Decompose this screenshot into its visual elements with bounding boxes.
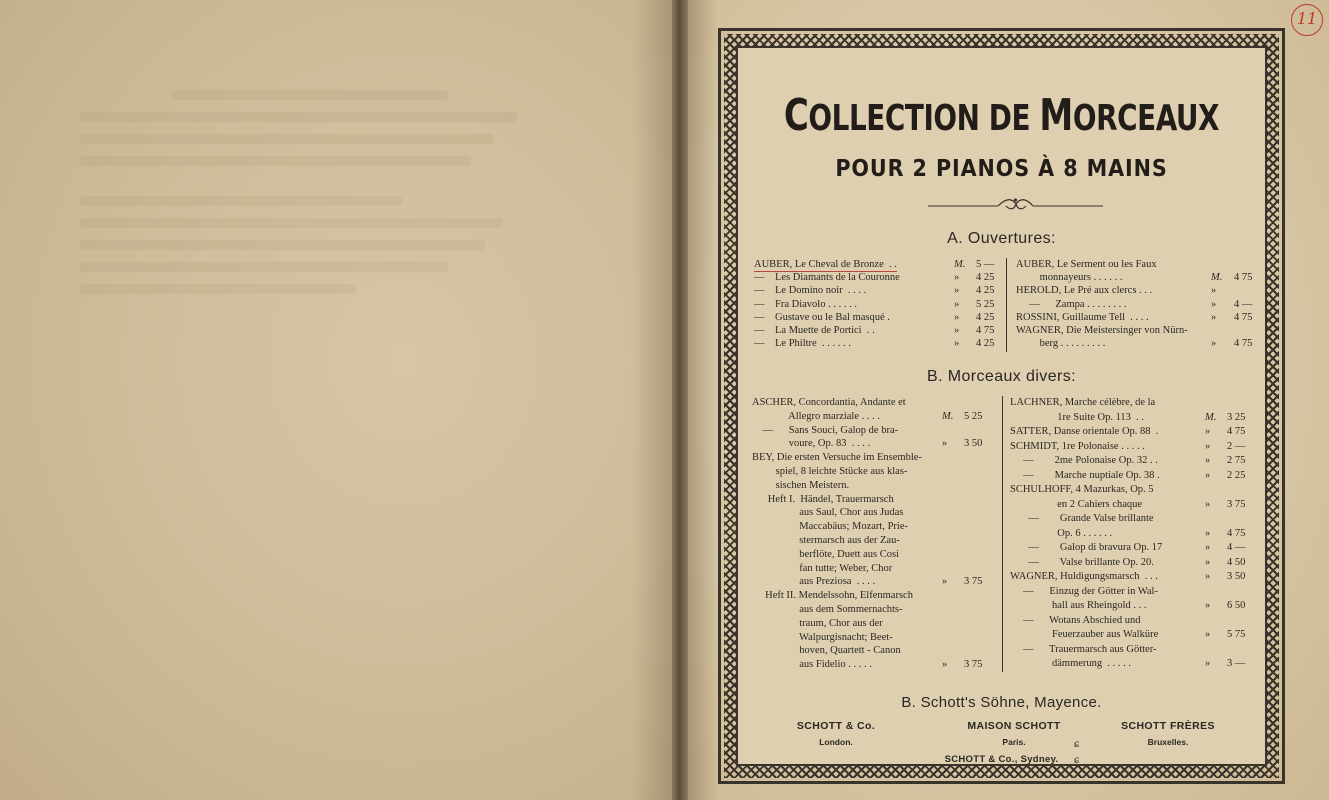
entry-title: sischen Meistern. [752,479,850,491]
entry-price: 4 — [1234,298,1253,310]
catalogue-entry [754,298,999,311]
title-page-frame [718,28,1285,784]
entry-unit: » [1205,426,1211,437]
entry-title: monnayeurs . . . . . . [1016,272,1123,284]
catalogue-entry [1010,425,1260,440]
entry-title: — Grande Valse brillante [1010,513,1154,524]
entry-price: 5 75 [1227,629,1246,640]
entry-price: 3 75 [1227,498,1246,510]
entry-title: SCHULHOFF, 4 Mazurkas, Op. 5 [1010,484,1154,495]
catalogue-entry [1010,411,1260,426]
catalogue-entry [754,271,999,284]
catalogue-entry [1016,284,1261,297]
entry-title: LACHNER, Marche célèbre, de la [1010,397,1156,408]
entry-title: traum, Chor aus der [752,617,883,629]
bleed-through-text [80,90,540,306]
entry-price: 4 75 [1234,338,1253,350]
book-gutter [672,0,688,800]
entry-unit: » [954,338,960,350]
house-paris: MAISON SCHOTT Paris. [967,720,1061,747]
entry-price: 6 50 [1227,600,1246,611]
entry-title: AUBER, Le Cheval de Bronze . . [754,258,897,272]
entry-title: aus dem Sommernachts- [752,603,903,615]
entry-price: 3 75 [964,659,983,671]
catalogue-entry [1010,512,1260,527]
entry-title: Walpurgisnacht; Beet- [752,631,893,643]
entry-title: 1re Suite Op. 113 . . [1010,411,1145,423]
catalogue-entry [1010,628,1260,643]
catalogue-entry [1010,498,1260,513]
catalogue-entry [1010,541,1260,556]
catalogue-entry [752,465,1000,479]
entry-title: — Trauermarsch aus Götter- [1010,643,1157,655]
catalogue-entry [1016,324,1261,337]
entry-unit: » [1205,556,1211,568]
catalogue-entry [752,410,1000,424]
catalogue-entry [754,311,999,324]
entry-unit: » [954,285,960,297]
entry-title: Maccabäus; Mozart, Prie- [752,521,908,533]
flourish-ornament-icon [928,194,1103,214]
entry-title: Allegro marziale . . . . [752,410,881,422]
entry-title: ASCHER, Concordantia, Andante et [752,397,906,408]
catalogue-entry [752,493,1000,507]
entry-price: 5 25 [964,410,983,422]
catalogue-entry [752,520,1000,534]
entry-price: 5 — [976,259,995,270]
divers-heading: B. Morceaux divers: [927,368,1076,385]
entry-price: 4 75 [1227,426,1246,437]
entry-price: 4 25 [976,285,995,297]
catalogue-entry [1010,585,1260,600]
entry-price: 2 — [1227,440,1246,452]
page-number: 11 [1291,4,1323,36]
entry-price: 4 25 [976,272,995,284]
entry-price: 4 25 [976,338,995,350]
entry-title: hoven, Quartett - Canon [752,645,901,657]
entry-price: 4 — [1227,542,1246,553]
catalogue-entry [1010,454,1260,469]
entry-title: SCHMIDT, 1re Polonaise . . . . . [1010,440,1145,452]
collection-title: COLLECTION DE MORCEAUX [783,90,1220,141]
entry-title: Heft II. Mendelssohn, Elfenmarsch [752,590,913,602]
entry-unit: » [942,576,948,588]
entry-title: — 2me Polonaise Op. 32 . . [1010,455,1158,466]
entry-price: 3 75 [964,576,983,588]
catalogue-entry [752,617,1000,631]
catalogue-entry [1016,258,1261,271]
entry-title: fan tutte; Weber, Chor [752,562,893,574]
entry-unit: M. [954,259,966,270]
entry-title: WAGNER, Huldigungsmarsch . . . [1010,571,1158,582]
entry-title: dämmerung . . . . . [1010,658,1132,669]
divers-left-column [752,396,1000,672]
entry-title: berg . . . . . . . . . [1016,338,1106,350]
entry-unit: » [954,324,960,336]
catalogue-entry [1010,556,1260,571]
entry-unit: » [1205,498,1211,510]
entry-unit: » [1205,542,1211,553]
catalogue-entry [752,506,1000,520]
entry-price: 3 — [1227,658,1246,669]
catalogue-entry [1010,469,1260,484]
entry-title: hall aus Rheingold . . . [1010,600,1147,611]
catalogue-entry [1010,440,1260,455]
entry-title: — Sans Souci, Galop de bra- [752,424,899,436]
entry-title: — Marche nuptiale Op. 38 . [1010,469,1160,481]
catalogue-entry [752,589,1000,603]
entry-title: — Les Diamants de la Couronne [754,272,900,284]
entry-price: 2 25 [1227,469,1246,481]
catalogue-entry [754,324,999,337]
entry-unit: M. [1205,411,1217,423]
entry-price: 4 75 [1234,311,1253,323]
entry-price: 4 75 [1234,272,1253,284]
publisher-name: B. Schott's Söhne, Mayence. [901,694,1102,711]
catalogue-entry [1010,657,1260,672]
entry-unit: » [954,272,960,284]
entry-title: — Le Philtre . . . . . . [754,338,851,350]
entry-unit: » [1205,600,1211,611]
entry-unit: » [1211,338,1217,350]
ouvertures-divider [1006,258,1007,352]
entry-title: — Gustave ou le Bal masqué . [754,311,890,323]
entry-price: 3 50 [964,438,983,450]
entry-unit: » [1205,440,1211,452]
entry-title: Op. 6 . . . . . . [1010,527,1113,539]
entry-title: Feuerzauber aus Walküre [1010,629,1159,640]
entry-title: — Einzug der Götter in Wal- [1010,585,1158,597]
entry-price: 5 25 [976,298,995,310]
catalogue-entry [1016,337,1261,350]
entry-unit: » [954,298,960,310]
title-page-content [736,46,1267,766]
catalogue-entry [752,451,1000,465]
entry-title: WAGNER, Die Meistersinger von Nürn- [1016,324,1188,336]
catalogue-entry [1010,643,1260,658]
entry-title: — Valse brillante Op. 20. [1010,556,1154,568]
catalogue-entry [1010,599,1260,614]
catalogue-entry [1010,483,1260,498]
entry-unit: » [942,438,948,450]
entry-title: aus Fidelio . . . . . [752,659,872,671]
entry-unit: » [1211,285,1217,297]
divers-right-column [1010,396,1260,672]
catalogue-entry [752,479,1000,493]
collection-subtitle: POUR 2 PIANOS À 8 MAINS [835,156,1168,182]
entry-unit: » [954,311,960,323]
curl-mark-icon: ɕ [1074,752,1080,766]
entry-unit: » [1211,311,1217,323]
entry-title: Heft I. Händel, Trauermarsch [752,493,894,505]
entry-unit: » [1205,469,1211,481]
catalogue-entry [752,631,1000,645]
catalogue-entry [1010,570,1260,585]
entry-unit: M. [942,410,954,422]
house-london: SCHOTT & Co. London. [796,720,876,747]
ouvertures-left-column [754,258,999,350]
catalogue-entry [1016,311,1261,324]
ouvertures-heading: A. Ouvertures: [947,230,1056,247]
catalogue-entry [752,396,1000,410]
catalogue-entry [752,534,1000,548]
divers-divider [1002,396,1003,672]
entry-unit: » [1205,455,1211,466]
entry-unit: » [1211,298,1217,310]
entry-unit: » [942,659,948,671]
house-bruxelles: SCHOTT FRÈRES Bruxelles. [1121,720,1215,747]
entry-title: — Zampa . . . . . . . . [1016,298,1127,310]
entry-title: voure, Op. 83 . . . . [752,438,871,450]
curl-mark-icon: ɕ [1074,736,1080,750]
catalogue-entry [752,658,1000,672]
entry-price: 3 25 [1227,411,1246,423]
catalogue-entry [754,284,999,297]
catalogue-entry [752,603,1000,617]
entry-unit: » [1205,658,1211,669]
entry-title: — Le Domino noir . . . . [754,285,867,297]
entry-unit: » [1205,629,1211,640]
entry-unit: » [1205,527,1211,539]
entry-price: 4 50 [1227,556,1246,568]
entry-title: AUBER, Le Serment ou les Faux [1016,259,1157,270]
entry-title: aus Preziosa . . . . [752,576,876,588]
catalogue-entry [752,437,1000,451]
entry-title: en 2 Cahiers chaque [1010,498,1143,510]
catalogue-entry [752,644,1000,658]
catalogue-entry [1016,271,1261,284]
entry-title: stermarsch aus der Zau- [752,534,900,546]
entry-title: BEY, Die ersten Versuche im Ensemble- [752,452,922,464]
catalogue-entry [752,424,1000,438]
entry-title: berflöte, Duett aus Cosi [752,548,899,560]
entry-price: 3 50 [1227,571,1246,582]
entry-title: aus Saul, Chor aus Judas [752,507,904,519]
catalogue-entry [1010,614,1260,629]
ouvertures-right-column [1016,258,1261,350]
entry-price: 2 75 [1227,455,1246,466]
entry-title: SATTER, Danse orientale Op. 88 . [1010,426,1159,437]
entry-unit: » [1205,571,1211,582]
catalogue-entry [752,575,1000,589]
entry-title: ROSSINI, Guillaume Tell . . . . [1016,311,1149,323]
entry-title: — Fra Diavolo . . . . . . [754,298,857,310]
catalogue-entry [1016,298,1261,311]
entry-price: 4 25 [976,311,995,323]
catalogue-entry [1010,396,1260,411]
entry-title: — La Muette de Portici . . [754,324,875,336]
entry-unit: M. [1211,272,1223,284]
catalogue-entry [752,548,1000,562]
entry-title: HEROLD, Le Pré aux clercs . . . [1016,285,1153,297]
catalogue-entry [754,258,999,271]
catalogue-entry [1010,527,1260,542]
decorative-border [724,34,1279,778]
catalogue-entry [754,337,999,350]
catalogue-entry [752,562,1000,576]
entry-title: — Galop di bravura Op. 17 [1010,542,1163,553]
entry-title: — Wotans Abschied und [1010,614,1141,626]
house-sydney: SCHOTT & Co., Sydney. [944,754,1059,765]
entry-price: 4 75 [976,324,995,336]
entry-price: 4 75 [1227,527,1246,539]
entry-title: spiel, 8 leichte Stücke aus klas- [752,465,908,477]
